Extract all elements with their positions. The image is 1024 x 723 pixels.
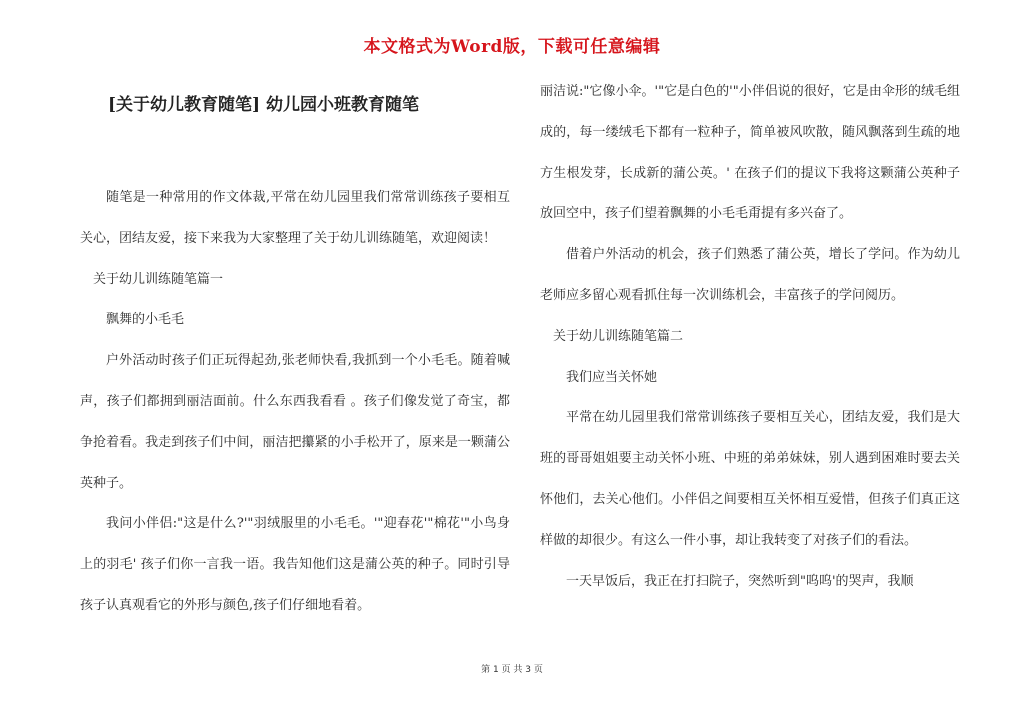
document-title: [关于幼儿教育随笔] 幼儿园小班教育随笔 — [108, 95, 420, 115]
section-subtitle-2: 我们应当关怀她 — [566, 369, 658, 385]
section-subtitle-1: 飘舞的小毛毛 — [106, 312, 185, 328]
body-paragraph: 借着户外活动的机会，孩子们熟悉了蒲公英，增长了学问。作为幼儿老师应多留心观看抓住每一次训练机会，丰富孩子的学问阅历。 — [540, 247, 960, 303]
body-paragraph: 平常在幼儿园里我们常常训练孩子要相互关心，团结友爱，我们是大班的哥哥姐姐要主动关怀小班、中班的弟弟妹妹，别人遇到困难时要去关怀他们，去关心他们。小伴侣之间要相互关怀相互爱惜，但孩子们真正这样做的却很少。有这么一件小事，却让我转变了对孩子们的看法。 — [540, 410, 960, 548]
section-heading-2: 关于幼儿训练随笔篇二 — [553, 328, 684, 344]
page-number-footer: 第 1 页 共 3 页 — [481, 665, 543, 675]
intro-paragraph: 随笔是一种常用的作文体裁,平常在幼儿园里我们常常训练孩子要相互关心，团结友爱，接下来我为大家整理了关于幼儿训练随笔，欢迎阅读！ — [80, 190, 510, 246]
word-format-banner: 本文格式为Word版，下载可任意编辑 — [363, 37, 661, 57]
left-column — [80, 178, 510, 627]
body-paragraph: 我问小伴侣:"这是什么?'"羽绒服里的小毛毛。'"迎春花'"棉花'"小鸟身上的羽毛' 孩子们你一言我一语。我告知他们这是蒲公英的种子。同时引导孩子认真观看它的外形与颜色,孩子们仔细地看着。 — [80, 516, 510, 613]
section-heading-1: 关于幼儿训练随笔篇一 — [93, 271, 224, 287]
body-paragraph: 丽洁说:"它像小伞。'"它是白色的'"小伴侣说的很好，它是由伞形的绒毛组成的，每一缕绒毛下都有一粒种子，简单被风吹散，随风飘落到生疏的地方生根发芽，长成新的蒲公英。' 在孩子们的提议下我将这颗蒲公英种子放回空中，孩子们望着飘舞的小毛毛甭提有多兴奋了。 — [540, 84, 960, 222]
body-paragraph: 户外活动时孩子们正玩得起劲,张老师快看,我抓到一个小毛毛。随着喊声，孩子们都拥到丽洁面前。什么东西我看看 。孩子们像发觉了奇宝，都争抢着看。我走到孩子们中间，丽洁把攥紧的小手松开了，原来是一颗蒲公英种子。 — [80, 353, 510, 491]
body-paragraph: 一天早饭后，我正在打扫院子，突然听到"呜呜'的哭声，我顺 — [566, 573, 914, 589]
right-column — [540, 72, 960, 602]
